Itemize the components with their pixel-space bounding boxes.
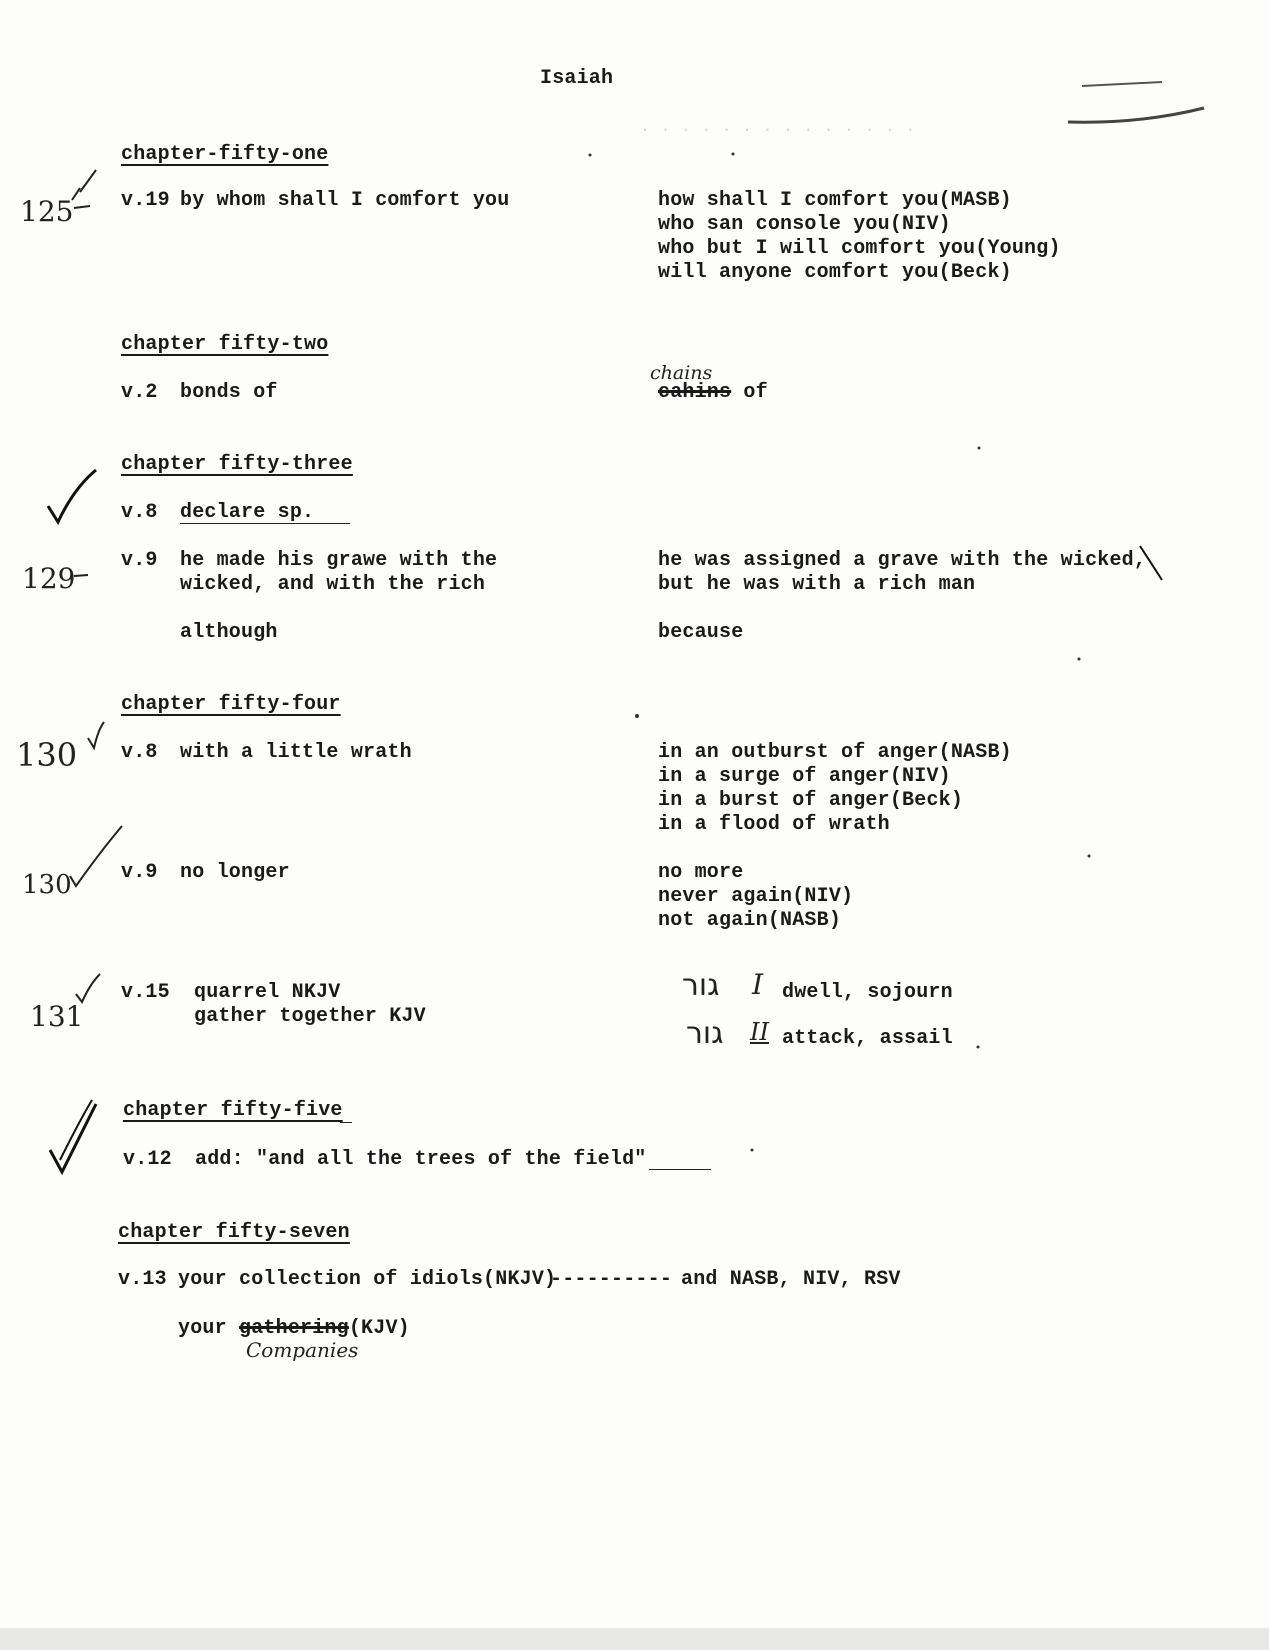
verse-ref: v.8: [121, 501, 158, 524]
kjv-reading: bonds of: [180, 381, 278, 404]
alt-reading: in a surge of anger(NIV): [658, 765, 951, 788]
kjv-reading: with a little wrath: [180, 741, 412, 764]
speck-mark: [732, 153, 735, 156]
verse-ref: v.9: [121, 861, 158, 884]
check-mark-icon: [48, 470, 96, 522]
margin-page-number: 130: [22, 870, 72, 900]
kjv-reading: your collection of idiols(NKJV): [178, 1268, 557, 1291]
speck-mark: [751, 1149, 754, 1152]
gloss: dwell, sojourn: [782, 981, 953, 1004]
verse-ref: v.12: [123, 1148, 172, 1171]
chapter-54-heading: chapter fifty-four: [121, 693, 341, 716]
speck-mark: [977, 1046, 980, 1049]
chapter-51-heading: chapter-fifty-one: [121, 143, 329, 166]
verse-ref: v.13: [118, 1268, 167, 1291]
alt-reading: and NASB, NIV, RSV: [681, 1268, 901, 1291]
chapter-52-heading: chapter fifty-two: [121, 333, 329, 356]
alt-reading: who but I will comfort you(Young): [658, 237, 1061, 260]
check-mark-icon: [72, 170, 96, 200]
chapter-53-heading: chapter fifty-three: [121, 453, 353, 476]
check-mark-icon: [50, 1104, 96, 1172]
page-title: Isaiah: [540, 67, 614, 90]
speck-mark: [589, 154, 592, 157]
dash-mark-icon: [74, 206, 90, 208]
speck-mark: [978, 447, 981, 450]
alt-reading: never again(NIV): [658, 885, 854, 908]
verse-ref: v.9: [121, 549, 158, 572]
dash-leader: ----------: [550, 1268, 673, 1291]
alt-reading: in a flood of wrath: [658, 813, 890, 836]
check-mark-icon: [76, 974, 100, 1002]
reading-suffix: (KJV): [348, 1317, 410, 1340]
bleed-through-mark: . . . . . . . . . . . . . .: [640, 118, 916, 137]
margin-page-number: 125: [20, 195, 74, 228]
verse-ref: v.19: [121, 189, 170, 212]
roman-numeral: II: [750, 1018, 769, 1046]
kjv-reading: although: [180, 621, 278, 644]
alt-reading: he was assigned a grave with the wicked,: [658, 549, 1147, 572]
kjv-reading: no longer: [180, 861, 290, 884]
alt-reading: in an outburst of anger(NASB): [658, 741, 1012, 764]
kjv-reading: gather together KJV: [194, 1005, 426, 1028]
check-mark-icon: [60, 1100, 92, 1160]
margin-page-number: 129: [22, 562, 76, 595]
speck-mark: [635, 714, 639, 718]
slash-mark-icon: [1140, 546, 1162, 580]
verse-ref: v.2: [121, 381, 158, 404]
handwritten-correction: chains: [650, 362, 713, 384]
gloss: attack, assail: [782, 1027, 953, 1050]
check-mark-icon: [70, 826, 122, 886]
alt-reading-rest: of: [731, 381, 768, 404]
check-mark-icon: [88, 722, 104, 748]
scan-edge-shadow: [0, 1628, 1269, 1650]
speck-mark: [1088, 855, 1091, 858]
handwritten-correction: Companies: [246, 1338, 359, 1362]
hebrew-root: גור: [686, 1016, 724, 1051]
alt-reading: no more: [658, 861, 744, 884]
hebrew-root: גור: [682, 968, 720, 1003]
alt-reading: but he was with a rich man: [658, 573, 976, 596]
kjv-reading: quarrel NKJV: [194, 981, 341, 1004]
alt-reading: because: [658, 621, 744, 644]
speck-mark: [1078, 658, 1081, 661]
alt-reading: how shall I comfort you(MASB): [658, 189, 1012, 212]
addition-note: add: "and all the trees of the field": [195, 1148, 647, 1171]
chapter-57-heading: chapter fifty-seven: [118, 1221, 350, 1244]
reading-prefix: your: [178, 1317, 240, 1340]
alt-reading: not again(NASB): [658, 909, 842, 932]
margin-page-number: 131: [30, 1000, 84, 1033]
dash-mark-icon: [74, 575, 88, 576]
struck-word: gathering: [239, 1317, 349, 1340]
chapter-55-heading: chapter fifty-five: [123, 1099, 343, 1122]
margin-page-number: 130: [16, 736, 78, 774]
verse-ref: v.15: [121, 981, 170, 1004]
roman-numeral: I: [752, 968, 764, 1001]
scan-shadow-mark: [1082, 82, 1162, 86]
scan-shadow-mark: [1068, 108, 1204, 122]
alt-reading: in a burst of anger(Beck): [658, 789, 964, 812]
kjv-reading: by whom shall I comfort you: [180, 189, 510, 212]
alt-reading: who san console you(NIV): [658, 213, 951, 236]
kjv-reading: wicked, and with the rich: [180, 573, 486, 596]
struck-word: cahins: [658, 381, 732, 404]
alt-reading: will anyone comfort you(Beck): [658, 261, 1012, 284]
kjv-reading: he made his grawe with the: [180, 549, 498, 572]
verse-ref: v.8: [121, 741, 158, 764]
kjv-reading: declare sp.: [180, 501, 315, 524]
